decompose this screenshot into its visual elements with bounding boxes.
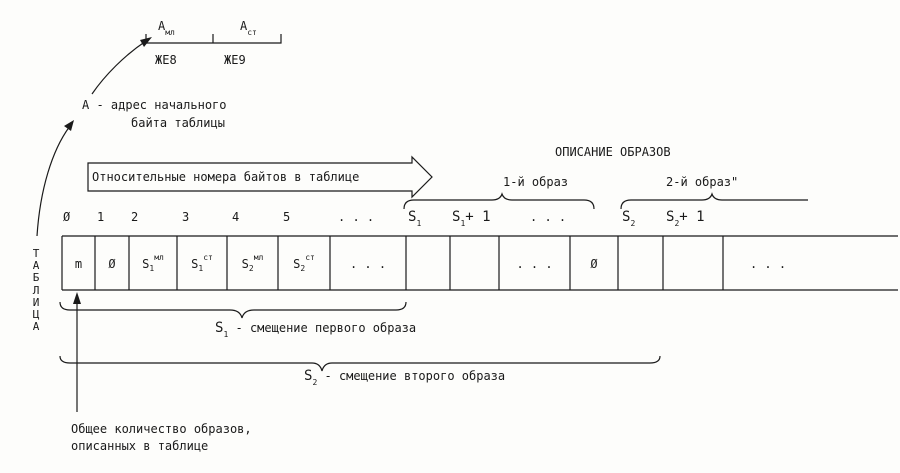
header-arrow-label: Относительные номера байтов в таблице — [92, 170, 360, 184]
byte-number-dots: . . . — [338, 210, 375, 224]
byte-number-1: 1 — [97, 210, 105, 224]
offset2-label: $S_2$ - смещение второго образа — [304, 368, 506, 387]
table-cell-3: S 1 ст — [191, 253, 213, 273]
table-letter: Ц — [32, 308, 40, 322]
address-description-line1: А - адрес начального — [82, 98, 227, 112]
byte-number-3: 3 — [182, 210, 190, 224]
table-letter: Б — [32, 271, 40, 285]
table-curve-arrow-head — [64, 120, 74, 131]
address-hi-label: $А_{ст}$ — [240, 19, 257, 37]
table-cell-2: S 1 мл — [142, 253, 164, 273]
s2-plus-one-label: $S_2+ 1$ — [666, 209, 705, 228]
s-mid-dots: . . . — [530, 210, 567, 224]
desc-curve-arrow — [92, 41, 146, 94]
s2-label: $S_2$ — [622, 209, 636, 228]
address-description-line2: байта таблицы — [131, 116, 225, 130]
table-cell-10: Ø — [590, 256, 598, 271]
desc-curve-arrow-head — [140, 37, 152, 47]
count-note-line1: Общее количество образов, — [71, 422, 252, 436]
table-cell-6: . . . — [349, 256, 387, 271]
offset1-brace — [60, 302, 406, 318]
s1-label: $S_1$ — [408, 209, 422, 228]
byte-number-2: 2 — [131, 210, 139, 224]
table-cell-0: m — [74, 256, 83, 271]
table-cell-1: Ø — [108, 256, 116, 271]
count-arrow-head — [73, 292, 81, 304]
count-note-line2: описанных в таблице — [71, 439, 209, 453]
address-hi-code: ЖE9 — [224, 53, 246, 67]
table-letter: И — [32, 295, 40, 309]
byte-number-0: Ø — [63, 210, 71, 224]
image2-brace — [621, 194, 808, 209]
table-letter: А — [32, 320, 40, 334]
byte-number-5: 5 — [283, 210, 291, 224]
table-letter: А — [32, 259, 40, 273]
table-letter: Л — [32, 283, 40, 297]
table-cell-4: S 2 мл — [241, 253, 264, 273]
address-lo-label: $А_{мл}$ — [158, 19, 175, 37]
table-letter: Т — [32, 247, 40, 260]
s1-plus-one-label: $S_1+ 1$ — [452, 209, 491, 228]
byte-number-4: 4 — [232, 210, 240, 224]
image1-brace — [404, 194, 594, 209]
table-cell-9: . . . — [516, 256, 553, 271]
image1-label: 1-й образ — [503, 175, 569, 189]
address-lo-code: ЖE8 — [155, 53, 177, 67]
table-cell-13: . . . — [749, 256, 787, 271]
image2-label: 2-й образ" — [666, 175, 739, 189]
table-cell-5: S 2 ст — [293, 253, 315, 273]
table-vertical-label — [30, 248, 42, 333]
offset1-label: $S_1$ - смещение первого образа — [215, 320, 417, 339]
images-heading: ОПИСАНИЕ ОБРАЗОВ — [555, 145, 671, 159]
